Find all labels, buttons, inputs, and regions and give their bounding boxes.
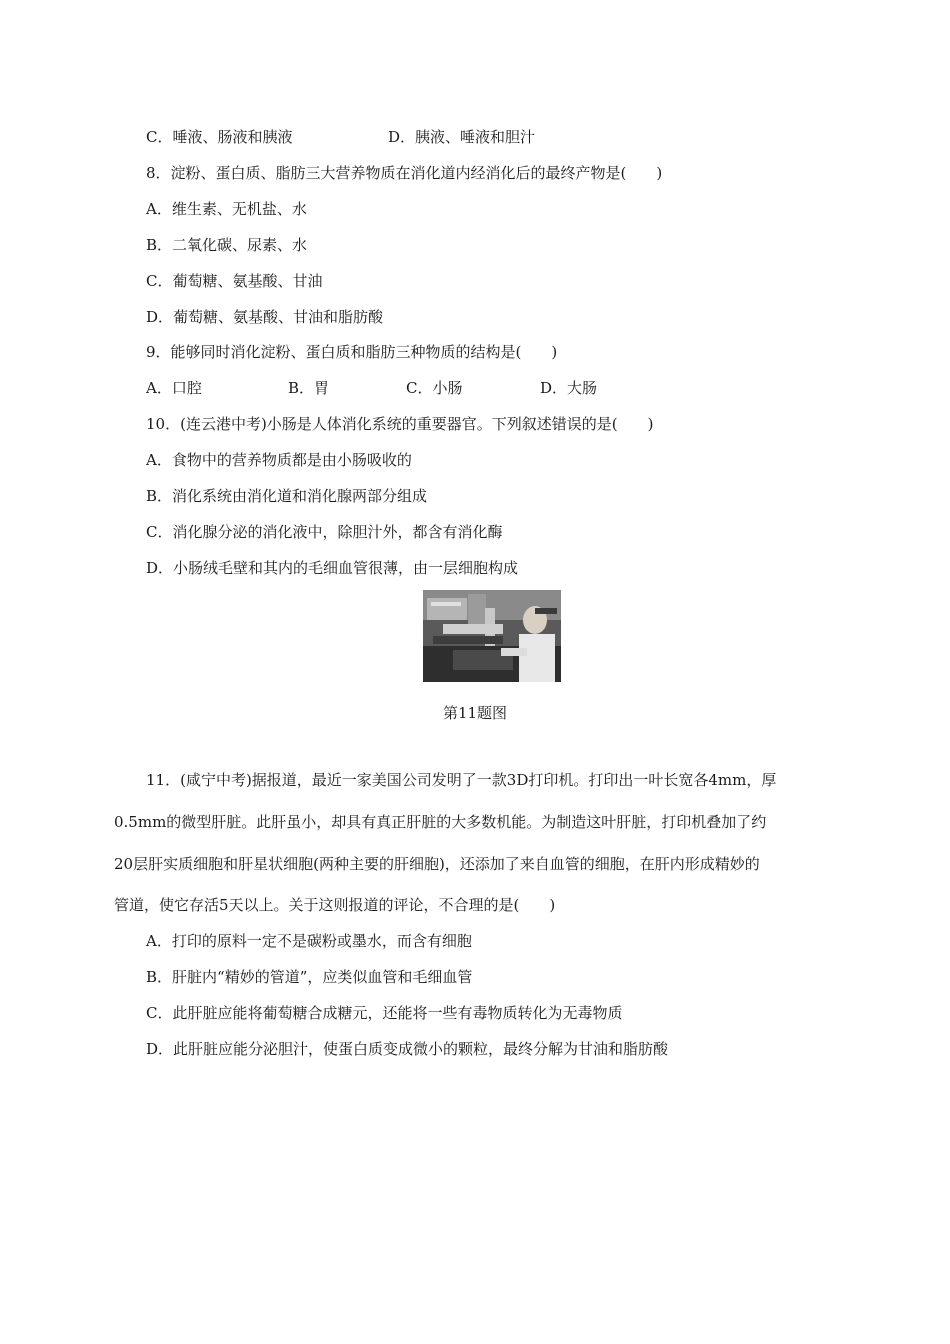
q7-option-c: C．唾液、肠液和胰液 — [146, 128, 293, 146]
q8-stem: 8．淀粉、蛋白质、脂肪三大营养物质在消化道内经消化后的最终产物是( ) — [146, 164, 663, 182]
q10-stem: 10．(连云港中考)小肠是人体消化系统的重要器官。下列叙述错误的是( ) — [146, 415, 654, 433]
q11-option-d: D．此肝脏应能分泌胆汁，使蛋白质变成微小的颗粒，最终分解为甘油和脂肪酸 — [146, 1040, 669, 1058]
figure-caption: 第11题图 — [442, 704, 508, 722]
q9-option-d: D．大肠 — [540, 379, 598, 397]
q11-stem-line-2: 0.5mm的微型肝脏。此肝虽小，却具有真正肝脏的大多数机能。为制造这叶肝脏，打印机叠加了约 — [114, 813, 767, 831]
q8-option-b: B．二氧化碳、尿素、水 — [146, 236, 308, 254]
q11-stem-line-1: 11．(咸宁中考)据报道，最近一家美国公司发明了一款3D打印机。打印出一叶长宽各4mm，厚 — [146, 771, 777, 789]
q9-option-a: A．口腔 — [146, 379, 202, 397]
printer-photo-image — [423, 590, 561, 682]
q11-option-b: B．肝脏内“精妙的管道”，应类似血管和毛细血管 — [146, 968, 473, 986]
q8-option-c: C．葡萄糖、氨基酸、甘油 — [146, 272, 323, 290]
q11-stem-line-3: 20层肝实质细胞和肝星状细胞(两种主要的肝细胞)，还添加了来自血管的细胞，在肝内形成精妙的 — [114, 855, 760, 873]
q9-option-c: C．小肠 — [406, 379, 463, 397]
q8-option-a: A．维生素、无机盐、水 — [146, 200, 307, 218]
q8-option-d: D．葡萄糖、氨基酸、甘油和脂肪酸 — [146, 308, 384, 326]
q10-option-b: B．消化系统由消化道和消化腺两部分组成 — [146, 487, 428, 505]
q11-stem-line-4: 管道，使它存活5天以上。关于这则报道的评论，不合理的是( ) — [114, 896, 556, 914]
q11-option-c: C．此肝脏应能将葡萄糖合成糖元，还能将一些有毒物质转化为无毒物质 — [146, 1004, 623, 1022]
q10-option-d: D．小肠绒毛壁和其内的毛细血管很薄，由一层细胞构成 — [146, 559, 519, 577]
q10-option-a: A．食物中的营养物质都是由小肠吸收的 — [146, 451, 412, 469]
q10-option-c: C．消化腺分泌的消化液中，除胆汁外，都含有消化酶 — [146, 523, 503, 541]
q9-stem: 9．能够同时消化淀粉、蛋白质和脂肪三种物质的结构是( ) — [146, 343, 558, 361]
printer-photo — [423, 590, 561, 682]
q11-option-a: A．打印的原料一定不是碳粉或墨水，而含有细胞 — [146, 932, 472, 950]
q9-option-b: B．胃 — [288, 379, 330, 397]
q7-option-d: D．胰液、唾液和胆汁 — [388, 128, 536, 146]
